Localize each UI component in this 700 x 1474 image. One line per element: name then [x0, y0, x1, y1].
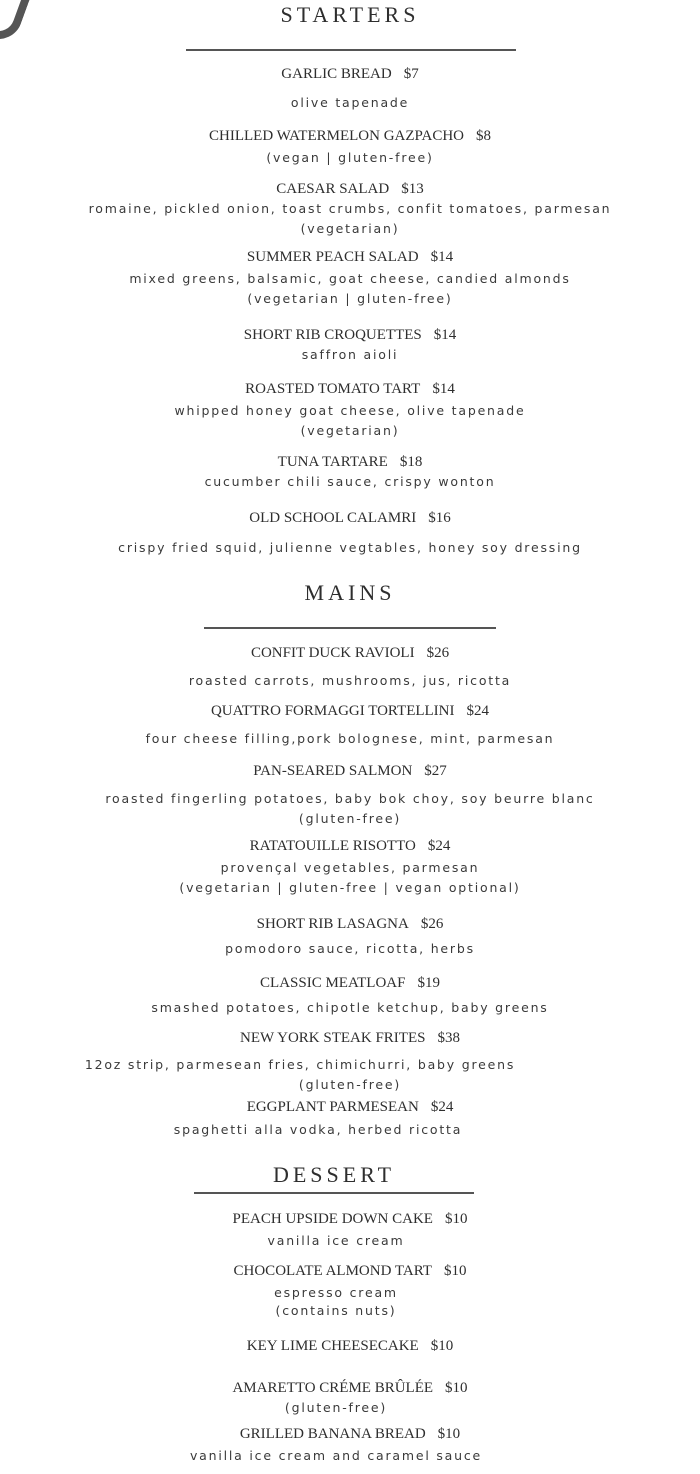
- section-title-dessert: DESSERT: [272, 1162, 396, 1187]
- menu-item-name: CAESAR SALAD $13: [276, 181, 424, 197]
- menu-item-name: KEY LIME CHEESECAKE $10: [246, 1338, 454, 1354]
- menu-item-description: (vegetarian): [300, 221, 400, 236]
- menu-item-name: CHOCOLATE ALMOND TART $10: [233, 1263, 467, 1279]
- menu-item-description: vanilla ice cream: [267, 1233, 405, 1248]
- menu-item-name: AMARETTO CRÉME BRÛLÉE $10: [232, 1380, 468, 1396]
- menu-item-description: espresso cream: [274, 1285, 398, 1300]
- divider-dessert: [194, 1192, 474, 1194]
- menu-item-description: whipped honey goat cheese, olive tapenade: [174, 403, 526, 418]
- menu-item-description: 12oz strip, parmesean fries, chimichurri, baby greens: [84, 1057, 516, 1072]
- menu-item-description: olive tapenade: [290, 95, 410, 110]
- menu-item-name: CHILLED WATERMELON GAZPACHO $8: [209, 128, 491, 144]
- menu-item-description: roasted carrots, mushrooms, jus, ricotta: [188, 673, 512, 688]
- menu-item-description: (contains nuts): [275, 1303, 397, 1318]
- menu-item-description: (gluten-free): [298, 811, 402, 826]
- menu-item-name: SHORT RIB CROQUETTES $14: [243, 327, 457, 343]
- menu-item-description: pomodoro sauce, ricotta, herbs: [225, 941, 475, 956]
- menu-item-description: (vegetarian): [300, 423, 400, 438]
- section-title-mains: MAINS: [304, 580, 396, 605]
- menu-item-description: four cheese filling,pork bolognese, mint, parmesan: [145, 731, 555, 746]
- divider-mains: [204, 627, 496, 629]
- menu-item-description: romaine, pickled onion, toast crumbs, confit tomatoes, parmesan: [88, 201, 612, 216]
- menu-item-description: spaghetti alla vodka, herbed ricotta: [173, 1122, 463, 1137]
- menu-item-description: vanilla ice cream and caramel sauce: [189, 1448, 483, 1463]
- menu-item-name: PAN-SEARED SALMON $27: [253, 763, 447, 779]
- menu-item-description: crispy fried squid, julienne vegtables, honey soy dressing: [118, 540, 582, 555]
- menu-item-name: SHORT RIB LASAGNA $26: [256, 916, 444, 932]
- menu-item-name: OLD SCHOOL CALAMRI $16: [249, 510, 451, 526]
- menu-item-name: GRILLED BANANA BREAD $10: [239, 1426, 461, 1442]
- menu-item-name: QUATTRO FORMAGGI TORTELLINI $24: [210, 703, 490, 719]
- menu-item-description: mixed greens, balsamic, goat cheese, candied almonds: [129, 271, 571, 286]
- menu-item-description: (vegetarian | gluten-free | vegan optional): [179, 880, 521, 895]
- menu-item-description: cucumber chili sauce, crispy wonton: [204, 474, 496, 489]
- menu-item-description: roasted fingerling potatoes, baby bok choy, soy beurre blanc: [105, 791, 595, 806]
- menu-item-name: EGGPLANT PARMESEAN $24: [246, 1099, 454, 1115]
- divider-starters: [186, 49, 516, 51]
- menu-item-description: smashed potatoes, chipotle ketchup, baby greens: [151, 1000, 549, 1015]
- menu-item-name: TUNA TARTARE $18: [277, 454, 423, 470]
- menu-item-name: CONFIT DUCK RAVIOLI $26: [250, 645, 450, 661]
- menu-item-description: (gluten-free): [298, 1077, 402, 1092]
- menu-item-name: GARLIC BREAD $7: [281, 66, 419, 82]
- menu-item-description: saffron aioli: [301, 347, 399, 362]
- menu-item-name: ROASTED TOMATO TART $14: [245, 381, 455, 397]
- menu-item-name: NEW YORK STEAK FRITES $38: [240, 1030, 460, 1046]
- menu-item-description: (vegan | gluten-free): [266, 150, 434, 165]
- menu-item-name: PEACH UPSIDE DOWN CAKE $10: [232, 1211, 468, 1227]
- menu-item-name: CLASSIC MEATLOAF $19: [260, 975, 440, 991]
- menu-item-description: provençal vegetables, parmesan: [220, 860, 480, 875]
- section-title-starters: STARTERS: [280, 2, 420, 27]
- menu-item-description: (gluten-free): [284, 1400, 388, 1415]
- menu-item-name: SUMMER PEACH SALAD $14: [246, 249, 454, 265]
- menu-item-description: (vegetarian | gluten-free): [247, 291, 453, 306]
- menu-item-name: RATATOUILLE RISOTTO $24: [249, 838, 451, 854]
